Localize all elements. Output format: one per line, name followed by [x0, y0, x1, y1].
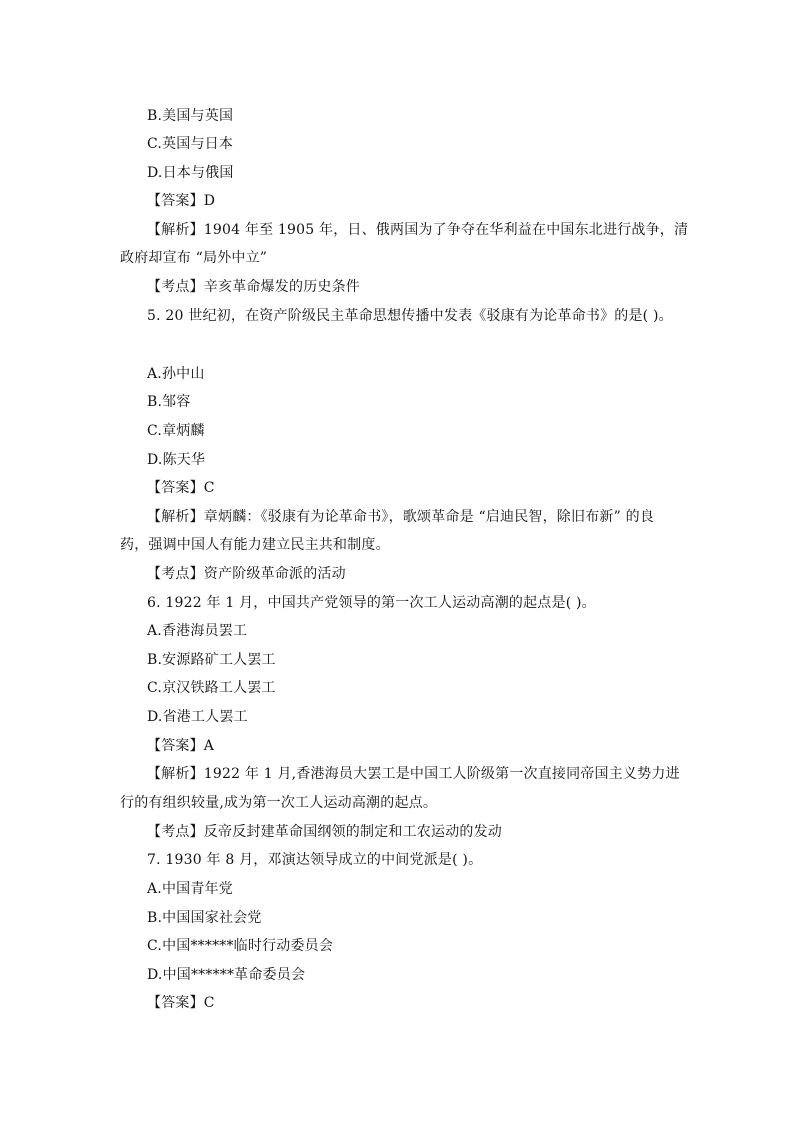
option-d: D.陈天华	[147, 452, 206, 468]
option-d: D.省港工人罢工	[147, 709, 248, 725]
option-b: B.安源路矿工人罢工	[147, 652, 276, 668]
option-b: B.美国与英国	[147, 108, 234, 124]
analysis-continued: 行的有组织较量,成为第一次工人运动高潮的起点。	[120, 795, 438, 811]
analysis: 【解析】章炳麟：《驳康有为论革命书》，歌颂革命是 “启迪民智，除旧布新” 的良	[147, 509, 655, 525]
key-point: 【考点】反帝反封建革命国纲领的制定和工农运动的发动	[147, 824, 502, 840]
option-b: B.中国国家社会党	[147, 910, 262, 926]
analysis-continued: 政府却宣布 “局外中立”	[120, 250, 268, 266]
option-a: A.中国青年党	[147, 881, 233, 897]
question-5: 5. 20 世纪初，在资产阶级民主革命思想传播中发表《驳康有为论革命书》的是( )。	[147, 308, 673, 324]
option-d: D.日本与俄国	[147, 165, 234, 181]
analysis: 【解析】1922 年 1 月,香港海员大罢工是中国工人阶级第一次直接同帝国主义势力进	[147, 766, 680, 782]
option-c: C.章炳麟	[147, 423, 205, 439]
question-7: 7. 1930 年 8 月，邓演达领导成立的中间党派是( )。	[147, 852, 483, 868]
option-a: A.孙中山	[147, 366, 205, 382]
key-point: 【考点】资产阶级革命派的活动	[147, 566, 346, 582]
option-d: D.中国******革命委员会	[147, 967, 306, 983]
option-c: C.英国与日本	[147, 136, 234, 152]
answer: 【答案】D	[147, 193, 216, 209]
question-6: 6. 1922 年 1 月，中国共产党领导的第一次工人运动高潮的起点是( )。	[147, 595, 596, 611]
option-b: B.邹容	[147, 394, 191, 410]
option-c: C.中国******临时行动委员会	[147, 938, 334, 954]
option-c: C.京汉铁路工人罢工	[147, 680, 276, 696]
answer: 【答案】C	[147, 480, 215, 496]
key-point: 【考点】辛亥革命爆发的历史条件	[147, 279, 360, 295]
analysis-continued: 药，强调中国人有能力建立民主共和制度。	[120, 537, 390, 553]
answer: 【答案】A	[147, 738, 215, 754]
option-a: A.香港海员罢工	[147, 623, 248, 639]
analysis: 【解析】1904 年至 1905 年，日、俄两国为了争夺在华利益在中国东北进行战争，清	[147, 222, 689, 238]
answer: 【答案】C	[147, 995, 215, 1011]
